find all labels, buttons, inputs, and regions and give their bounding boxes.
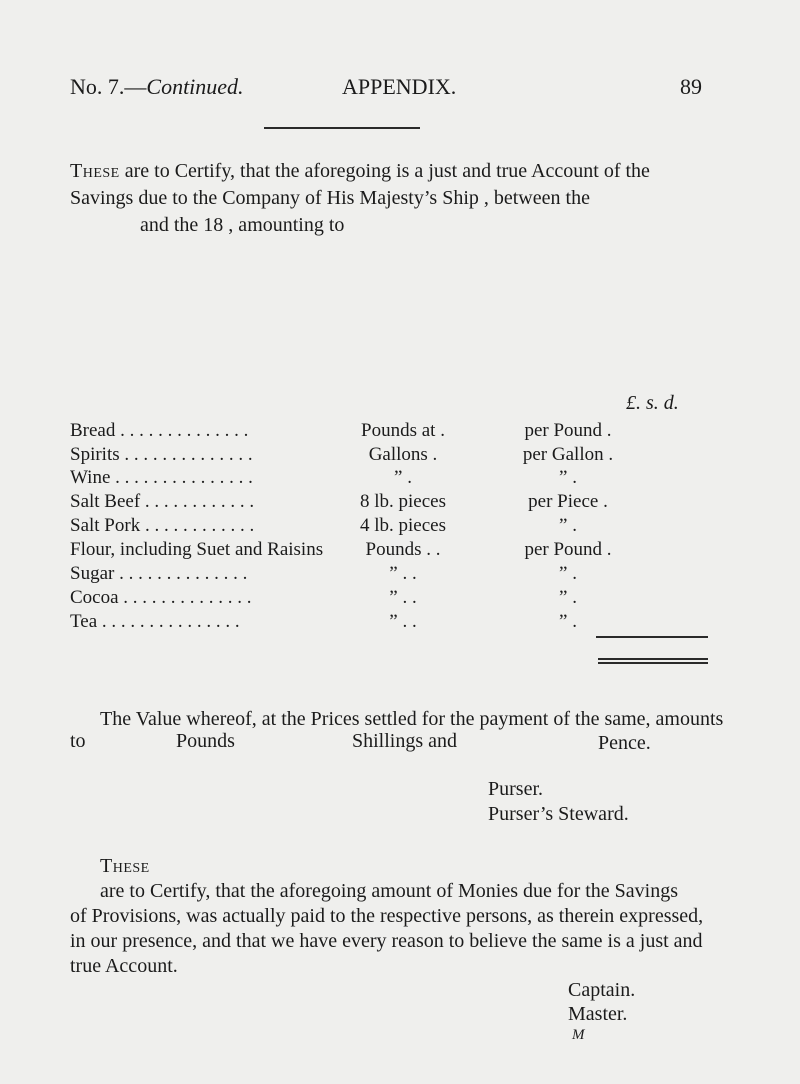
certificate-1-lead: These — [70, 160, 120, 182]
certificate-1-line-3: and the 18 , amounting to — [140, 214, 345, 236]
certificate-2 — [70, 854, 720, 979]
signatory-purser: Purser. — [488, 778, 543, 800]
certificate-2-line-2: of Provisions, was actually paid to the respective persons, as therein expressed, — [70, 905, 704, 927]
signatory-pursers-steward: Purser’s Steward. — [488, 803, 629, 825]
total-rule-top — [596, 636, 708, 638]
item-flour: Flour, including Suet and Raisins — [70, 539, 324, 560]
rate-spirits: per Gallon . — [522, 444, 614, 465]
unit-salt-beef: 8 lb. pieces — [359, 491, 446, 512]
rate-sugar: ” . — [559, 563, 577, 584]
unit-tea: ” . . — [389, 611, 417, 632]
rate-salt-pork: ” . — [559, 515, 577, 536]
certificate-2-line-1: These are to Certify, that the aforegoing amount of Monies due for the Savings — [70, 854, 720, 904]
rate-flour: per Pound . — [524, 539, 612, 560]
item-tea: Tea . . . . . . . . . . . . . . . — [70, 611, 240, 632]
certificate-2-lead: These — [100, 855, 150, 877]
unit-flour: Pounds . . — [365, 539, 441, 560]
unit-salt-pork: 4 lb. pieces — [359, 515, 446, 536]
certificate-2-line-4: true Account. — [70, 955, 178, 977]
page-header-left — [70, 74, 244, 100]
currency-column-header: £. s. d. — [626, 392, 679, 414]
top-rule — [264, 127, 420, 129]
page-number: 89 — [680, 74, 702, 99]
value-statement-line-1: The Value whereof, at the Prices settled for the payment of the same, amounts — [100, 708, 724, 730]
item-spirits: Spirits . . . . . . . . . . . . . . — [70, 444, 253, 465]
rate-bread: per Pound . — [524, 420, 612, 441]
item-cocoa: Cocoa . . . . . . . . . . . . . . — [70, 587, 252, 608]
signatory-master: Master. — [568, 1003, 628, 1025]
signatory-captain: Captain. — [568, 979, 636, 1001]
unit-bread: Pounds at . — [361, 420, 445, 441]
value-pounds: Pounds — [176, 730, 235, 752]
item-wine: Wine . . . . . . . . . . . . . . . — [70, 467, 253, 488]
certificate-2-line-3: in our presence, and that we have every reason to believe the same is a just and — [70, 930, 703, 952]
page-header-title: APPENDIX. — [342, 74, 457, 99]
unit-spirits: Gallons . — [368, 444, 438, 465]
unit-sugar: ” . . — [389, 563, 417, 584]
item-salt-beef: Salt Beef . . . . . . . . . . . . — [70, 491, 255, 512]
signature-mark: M — [572, 1027, 585, 1043]
item-salt-pork: Salt Pork . . . . . . . . . . . . — [70, 515, 255, 536]
rate-salt-beef: per Piece . — [528, 491, 608, 512]
total-rule-bottom-1 — [598, 658, 708, 660]
certificate-1-line-2: Savings due to the Company of His Majesty’s Ship , between the — [70, 187, 590, 209]
value-to: to — [70, 730, 86, 752]
rate-tea: ” . — [559, 611, 577, 632]
total-rule-bottom-2 — [598, 662, 708, 664]
unit-wine: ” . — [394, 467, 412, 488]
certificate-1 — [70, 158, 710, 239]
header-number: No. 7.— — [70, 74, 147, 99]
item-sugar: Sugar . . . . . . . . . . . . . . — [70, 563, 248, 584]
certificate-1-line-1: These are to Certify, that the aforegoing is a just and true Account of the — [70, 160, 650, 182]
rate-cocoa: ” . — [559, 587, 577, 608]
value-pence: Pence. — [598, 732, 651, 754]
rate-wine: ” . — [559, 467, 577, 488]
item-bread: Bread . . . . . . . . . . . . . . — [70, 420, 249, 441]
value-shillings: Shillings and — [352, 730, 458, 752]
unit-cocoa: ” . . — [389, 587, 417, 608]
header-continued: Continued. — [146, 74, 244, 99]
